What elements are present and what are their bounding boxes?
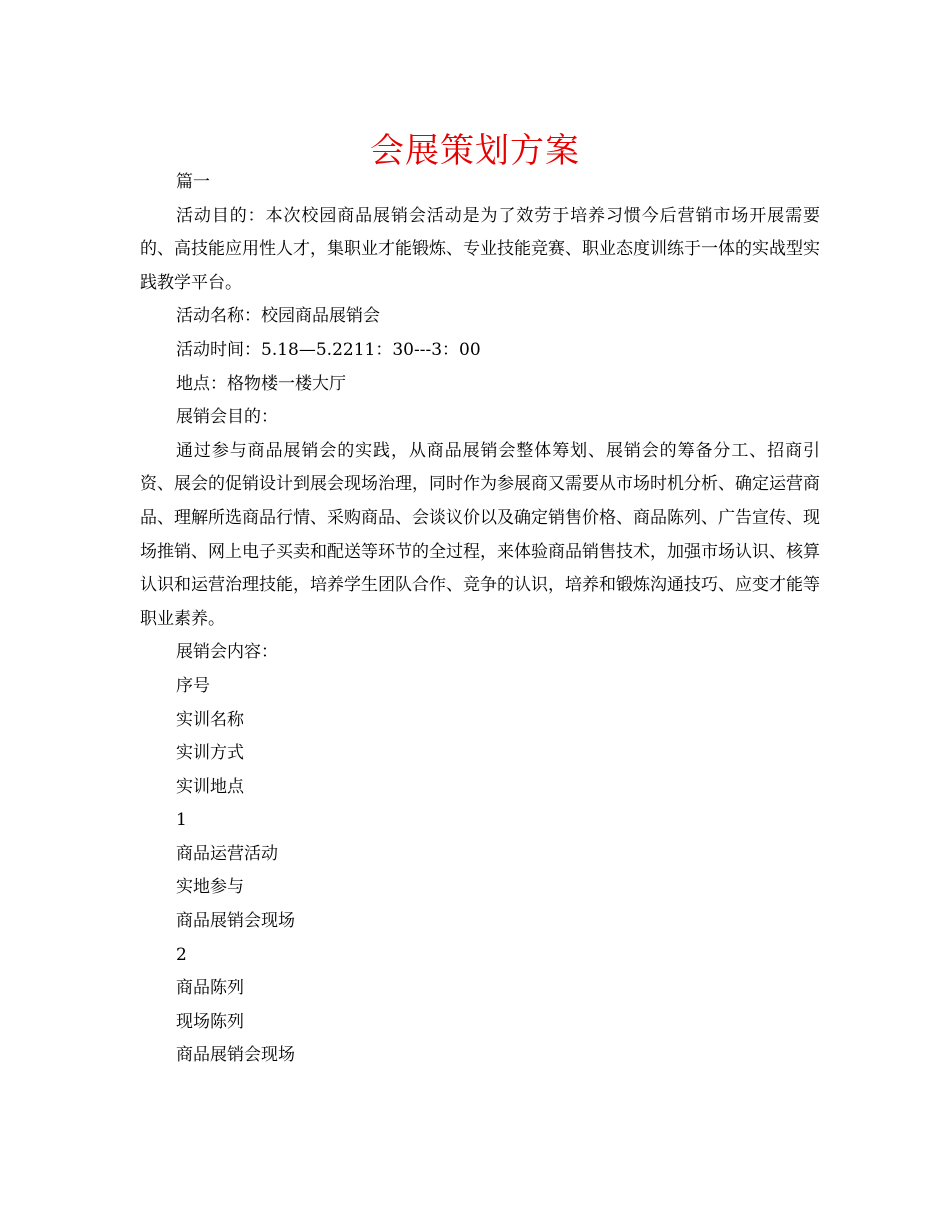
fair-content-heading: 展销会内容：	[176, 642, 278, 663]
table-row-2-name: 商品陈列	[176, 978, 244, 999]
table-row-2-method: 现场陈列	[176, 1011, 244, 1032]
table-row-2-serial: 2	[176, 944, 187, 965]
table-row-1-location: 商品展销会现场	[176, 911, 295, 932]
table-row-1-name: 商品运营活动	[176, 843, 278, 864]
activity-purpose-paragraph: 活动目的：本次校园商品展销会活动是为了效劳于培养习惯今后营销市场开展需要的、高技能应用性人才，集职业才能锻炼、专业技能竞赛、职业态度训练于一体的实战型实践教学平台。	[140, 205, 820, 293]
table-header-training-location: 实训地点	[176, 776, 244, 797]
activity-name: 活动名称：校园商品展销会	[176, 306, 380, 327]
section-label: 篇一	[176, 172, 210, 192]
table-row-1-serial: 1	[176, 810, 187, 831]
table-header-training-name: 实训名称	[176, 709, 244, 730]
fair-purpose-paragraph: 通过参与商品展销会的实践，从商品展销会整体筹划、展销会的筹备分工、招商引资、展会的促销设计到展会现场治理，同时作为参展商又需要从市场时机分析、确定运营商品、理解所选商品行情、采购商品、会谈议价以及确定销售价格、商品陈列、广告宣传、现场推销、网上电子买卖和配送等环节的全过程，来体验商品销售技术，加强市场认识、核算认识和运营治理技能，培养学生团队合作、竞争的认识，培养和锻炼沟通技巧、应变才能等职业素养。	[140, 440, 820, 629]
table-header-serial: 序号	[176, 675, 210, 696]
activity-location: 地点：格物楼一楼大厅	[176, 373, 346, 394]
document-body	[140, 166, 820, 1073]
fair-purpose-heading: 展销会目的：	[176, 407, 278, 428]
table-row-2-location: 商品展销会现场	[176, 1045, 295, 1066]
document-title: 会展策划方案	[370, 131, 580, 171]
table-header-training-method: 实训方式	[176, 743, 244, 764]
table-row-1-method: 实地参与	[176, 877, 244, 898]
activity-time: 活动时间：5.18—5.2211：30---3：00	[176, 339, 481, 360]
